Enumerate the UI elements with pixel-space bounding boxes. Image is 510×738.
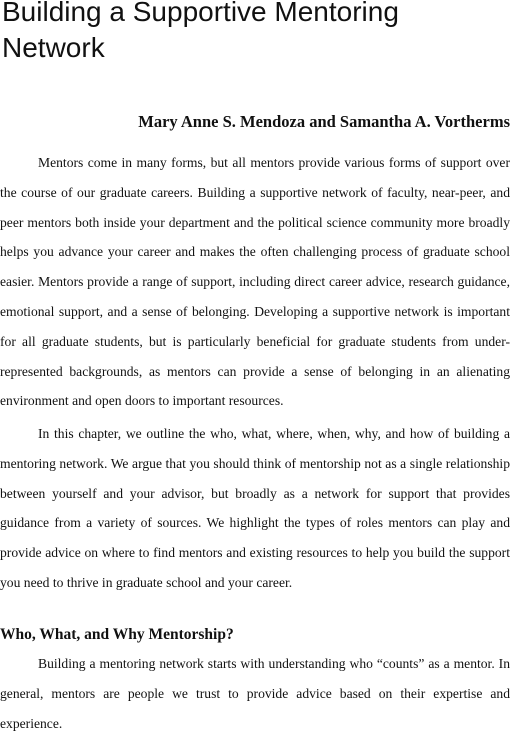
section-heading: Who, What, and Why Mentorship? [0, 626, 234, 643]
author-line: Mary Anne S. Mendoza and Samantha A. Vortherms [138, 112, 510, 131]
intro-paragraph-2: In this chapter, we outline the who, what, where, when, why, and how of building a mentoring network. We argue that you should think of mentorship not as a single relationship between yourself and your advisor, but broadly as a network for support that provides guidance from a variety of sources. We highlight the types of roles mentors can play and provide advice on where to find mentors and existing resources to help you build the support you need to thrive in graduate school and your career. [0, 426, 510, 590]
section-paragraph: Building a mentoring network starts with understanding who “counts” as a mentor. In general, mentors are people we trust to provide advice based on their expertise and experience. [0, 656, 510, 731]
document-title: Building a Supportive Mentoring Network [2, 0, 399, 63]
intro-paragraph-1: Mentors come in many forms, but all mentors provide various forms of support over the course of our graduate careers. Building a supportive network of faculty, near-peer, and peer mentors both inside your department and the political science community more broadly helps you advance your career and makes the often challenging process of graduate school easier. Mentors provide a range of support, including direct career advice, research guidance, emotional support, and a sense of belonging. Developing a supportive network is important for all graduate students, but is particularly beneficial for graduate students from under-represented backgrounds, as mentors can provide a sense of belonging in an alienating environment and open doors to important resources. [0, 155, 510, 409]
